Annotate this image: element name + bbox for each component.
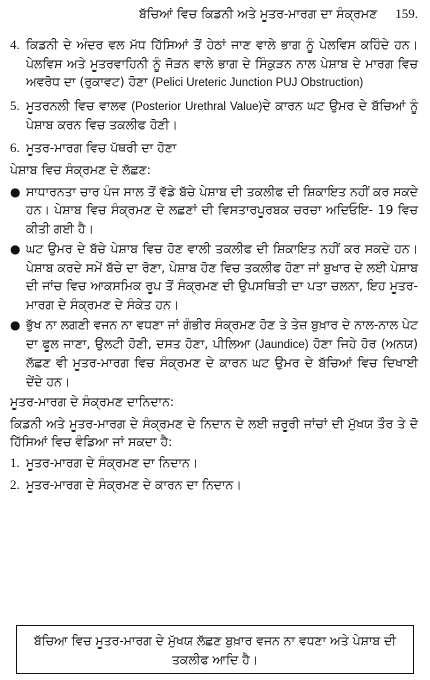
item-text	[26, 97, 418, 135]
diagnosis-intro: ਕਿਡਨੀ ਅਤੇ ਮੂਤਰ-ਮਾਰਗ ਦੇ ਸੰਕ੍ਰਮਣ ਦੇ ਨਿਦਾਨ ਦੇ ਲਈ ਜ਼ਰੂਰੀ ਜਾਂਚਾਂ ਦੀ ਮੁੱਖਯ ਤੌਰ ਤੇ ਦੋ ਹਿੱਸਿਆਂ ਵਿਚ ਵੰਡਿਆ ਜਾਂ ਸਕਦਾ ਹੈ:	[10, 415, 418, 449]
symptom-bullet	[10, 183, 418, 239]
bullet-text: ਸਾਧਾਰਨਤਾ ਚਾਰ ਪੰਜ ਸਾਲ ਤੋਂ ਵੱਡੇ ਬੱਚੇ ਪੇਸ਼ਾਬ ਦੀ ਤਕਲੀਫ ਦੀ ਸ਼ਿਕਾਇਤ ਨਹੀਂ ਕਰ ਸਕਦੇ ਹਨ। ਪੇਸ਼ਾਬ ਵਿਚ ਸੰਕ੍ਰਮਣ ਦੇ ਲਛਣਾਂ ਦੀ ਵਿਸਤਾਰਪੂਰਬਕ ਚਰਚਾ ਅਦਿਓਇ- 19 ਵਿਚ ਕੀਤੀ ਗਈ ਹੈ।	[26, 183, 418, 236]
bullet-text: ਘਟ ਉਮਰ ਦੇ ਬੱਚੇ ਪੇਸ਼ਾਬ ਵਿਚ ਹੋਣ ਵਾਲੀ ਤਕਲੀਫ ਦੀ ਸ਼ਿਕਾਇਤ ਨਹੀਂ ਕਰ ਸਕਦੇ ਹਨ। ਪੇਸ਼ਾਬ ਕਰਦੇ ਸਮੇਂ ਬੱਚੇ ਦਾ ਰੋਣਾ, ਪੇਸ਼ਾਬ ਹੋਣ ਵਿਚ ਤਕਲੀਫ ਹੋਣਾ ਜਾਂ ਬੁਖਾਰ ਦੇ ਲਈ ਪੇਸ਼ਾਬ ਦੀ ਜਾਂਚ ਵਿਚ ਆਕਸਮਿਕ ਰੂਪ ਤੋਂ ਸੰਕ੍ਰਮਣ ਦੀ ਉਪਸਥਿਤੀ ਦਾ ਪਤਾ ਚਲਨਾ, ਇਹ ਮੂਤਰ-ਮਾਰਗ ਦੇ ਸੰਕ੍ਰਮਣ ਦੇ ਸੰਕੇਤ ਹਨ।	[26, 241, 418, 312]
diagnosis-item-2	[10, 476, 418, 495]
running-title: ਬੱਚਿਆਂ ਵਿਚ ਕਿਡਨੀ ਅਤੇ ਮੂਤਰ-ਮਾਰਗ ਦਾ ਸੰਕ੍ਰਮਣ	[138, 6, 378, 21]
item-text-english: (Posterior Urethral Value)	[131, 100, 263, 113]
item-number: 2.	[10, 477, 20, 492]
symptoms-list	[10, 183, 418, 392]
diagnosis-heading: ਮੂਤਰ-ਮਾਰਗ ਦੇ ਸੰਕ੍ਰਮਣ ਦਾਨਿਦਾਨ:	[10, 394, 175, 409]
bullet-text-punjabi-cont: ਹੋਣਾ ਜਿਹੇ ਹੋਰ (ਅਨਯ) ਲੱਛਣ ਵੀ ਮੂਤਰ-ਮਾਰਗ ਵਿਚ ਸੰਕ੍ਰਮਣ ਦੇ ਕਾਰਨ ਘਟ ਉਮਰ ਦੇ ਬੱਚਿਆਂ ਵਿਚ ਦਿਖਾਈ ਦੇਂਦੇ ਹਨ।	[26, 335, 418, 389]
diagnosis-item-1	[10, 454, 418, 473]
bullet-dot-icon: ●	[10, 242, 21, 256]
item-text-punjabi-cont: ਦੇ ਕਾਰਨ ਘਟ ਉਮਰ ਦੇ ਬੱਚਿਆਂ ਨੂੰ ਪੇਸ਼ਾਬ ਕਰਨ ਵਿਚ ਤਕਲੀਫ ਹੋਣੀ।	[26, 97, 418, 132]
item-text-punjabi: ਕਿਡਨੀ ਦੇ ਅੰਦਰ ਵਲ ਮੱਧ ਹਿੱਸਿਆਂ ਤੋਂ ਹੇਠਾਂ ਜਾਣ ਵਾਲੇ ਭਾਗ ਨੂੰ ਪੇਲਵਿਸ ਕਹਿੰਦੇ ਹਨ। ਪੇਲਵਿਸ ਅਤੇ ਮੂਤਰਵਾਹਿਨੀ ਨੂੰ ਜੋੜਨ ਵਾਲੇ ਭਾਗ ਦੇ ਸਿੰਕੁੜਨ ਨਾਲ ਪੇਸ਼ਾਬ ਦੇ ਮਾਰਗ ਵਿਚ ਅਵਰੋਧ ਦਾ (ਰੁਕਾਵਟ) ਹੋਣਾ	[26, 37, 418, 89]
item-text: ਮੂਤਰ-ਮਾਰਗ ਦੇ ਸੰਕ੍ਰਮਣ ਦੇ ਕਾਰਨ ਦਾ ਨਿਦਾਨ।	[26, 477, 242, 492]
body-text	[10, 36, 418, 495]
running-header	[10, 0, 418, 22]
item-number: 4.	[10, 37, 20, 52]
item-text-english: (Pelici Ureteric Junction PUJ Obstruction)	[151, 77, 364, 89]
page-number: 159.	[395, 6, 418, 21]
item-number: 5.	[10, 97, 20, 113]
cause-item-6	[10, 139, 418, 158]
bullet-text-punjabi: ਭੁੱਖ ਨਾ ਲਗਣੀ ਵਜਨ ਨਾ ਵਧਣਾ ਜਾਂ ਗੰਭੀਰ ਸੰਕ੍ਰਮਣ ਹੋਣ ਤੇ ਤੇਜ਼ ਬੁਖ਼ਾਰ ਦੇ ਨਾਲ-ਨਾਲ ਪੇਟ ਦਾ ਫੂਲ ਜਾਣਾ, ਉਲਟੀ ਹੋਣੀ, ਦਸਤ ਹੋਣਾ, ਪੀਲਿਆ	[26, 317, 418, 351]
item-text-punjabi: ਮੂਤਰਨਲੀ ਵਿਚ ਵਾਲਵ	[26, 97, 127, 113]
bullet-text	[26, 316, 418, 391]
bullet-text-english: (Jaundice)	[254, 338, 309, 351]
symptoms-heading: ਪੇਸ਼ਾਬ ਵਿਚ ਸੰਕ੍ਰਮਣ ਦੇ ਲੱਛਣ:	[10, 162, 151, 177]
cause-item-5	[10, 97, 418, 135]
item-number: 6.	[10, 139, 20, 155]
item-text	[26, 36, 418, 93]
symptom-bullet	[10, 316, 418, 391]
bullet-dot-icon: ●	[10, 184, 21, 199]
item-text: ਮੂਤਰ-ਮਾਰਗ ਦੇ ਸੰਕ੍ਰਮਣ ਦਾ ਨਿਦਾਨ।	[26, 454, 199, 470]
cause-item-4	[10, 36, 418, 93]
symptom-bullet	[10, 240, 418, 314]
bullet-dot-icon: ●	[10, 318, 21, 332]
item-number: 1.	[10, 454, 20, 470]
item-text: ਮੂਤਰ-ਮਾਰਗ ਵਿਚ ਪੱਥਰੀ ਦਾ ਹੋਣਾ	[26, 139, 177, 155]
summary-box: ਬੱਚਿਆ ਵਿਚ ਮੂਤਰ-ਮਾਰਗ ਦੇ ਮੁੱਖਯ ਲੱਛਣ ਬੁਖ਼ਾਰ ਵਜਨ ਨਾ ਵਧਣਾ ਅਤੇ ਪੇਸ਼ਾਬ ਦੀ ਤਕਲੀਫ ਆਦਿ ਹੈ।	[16, 625, 414, 674]
